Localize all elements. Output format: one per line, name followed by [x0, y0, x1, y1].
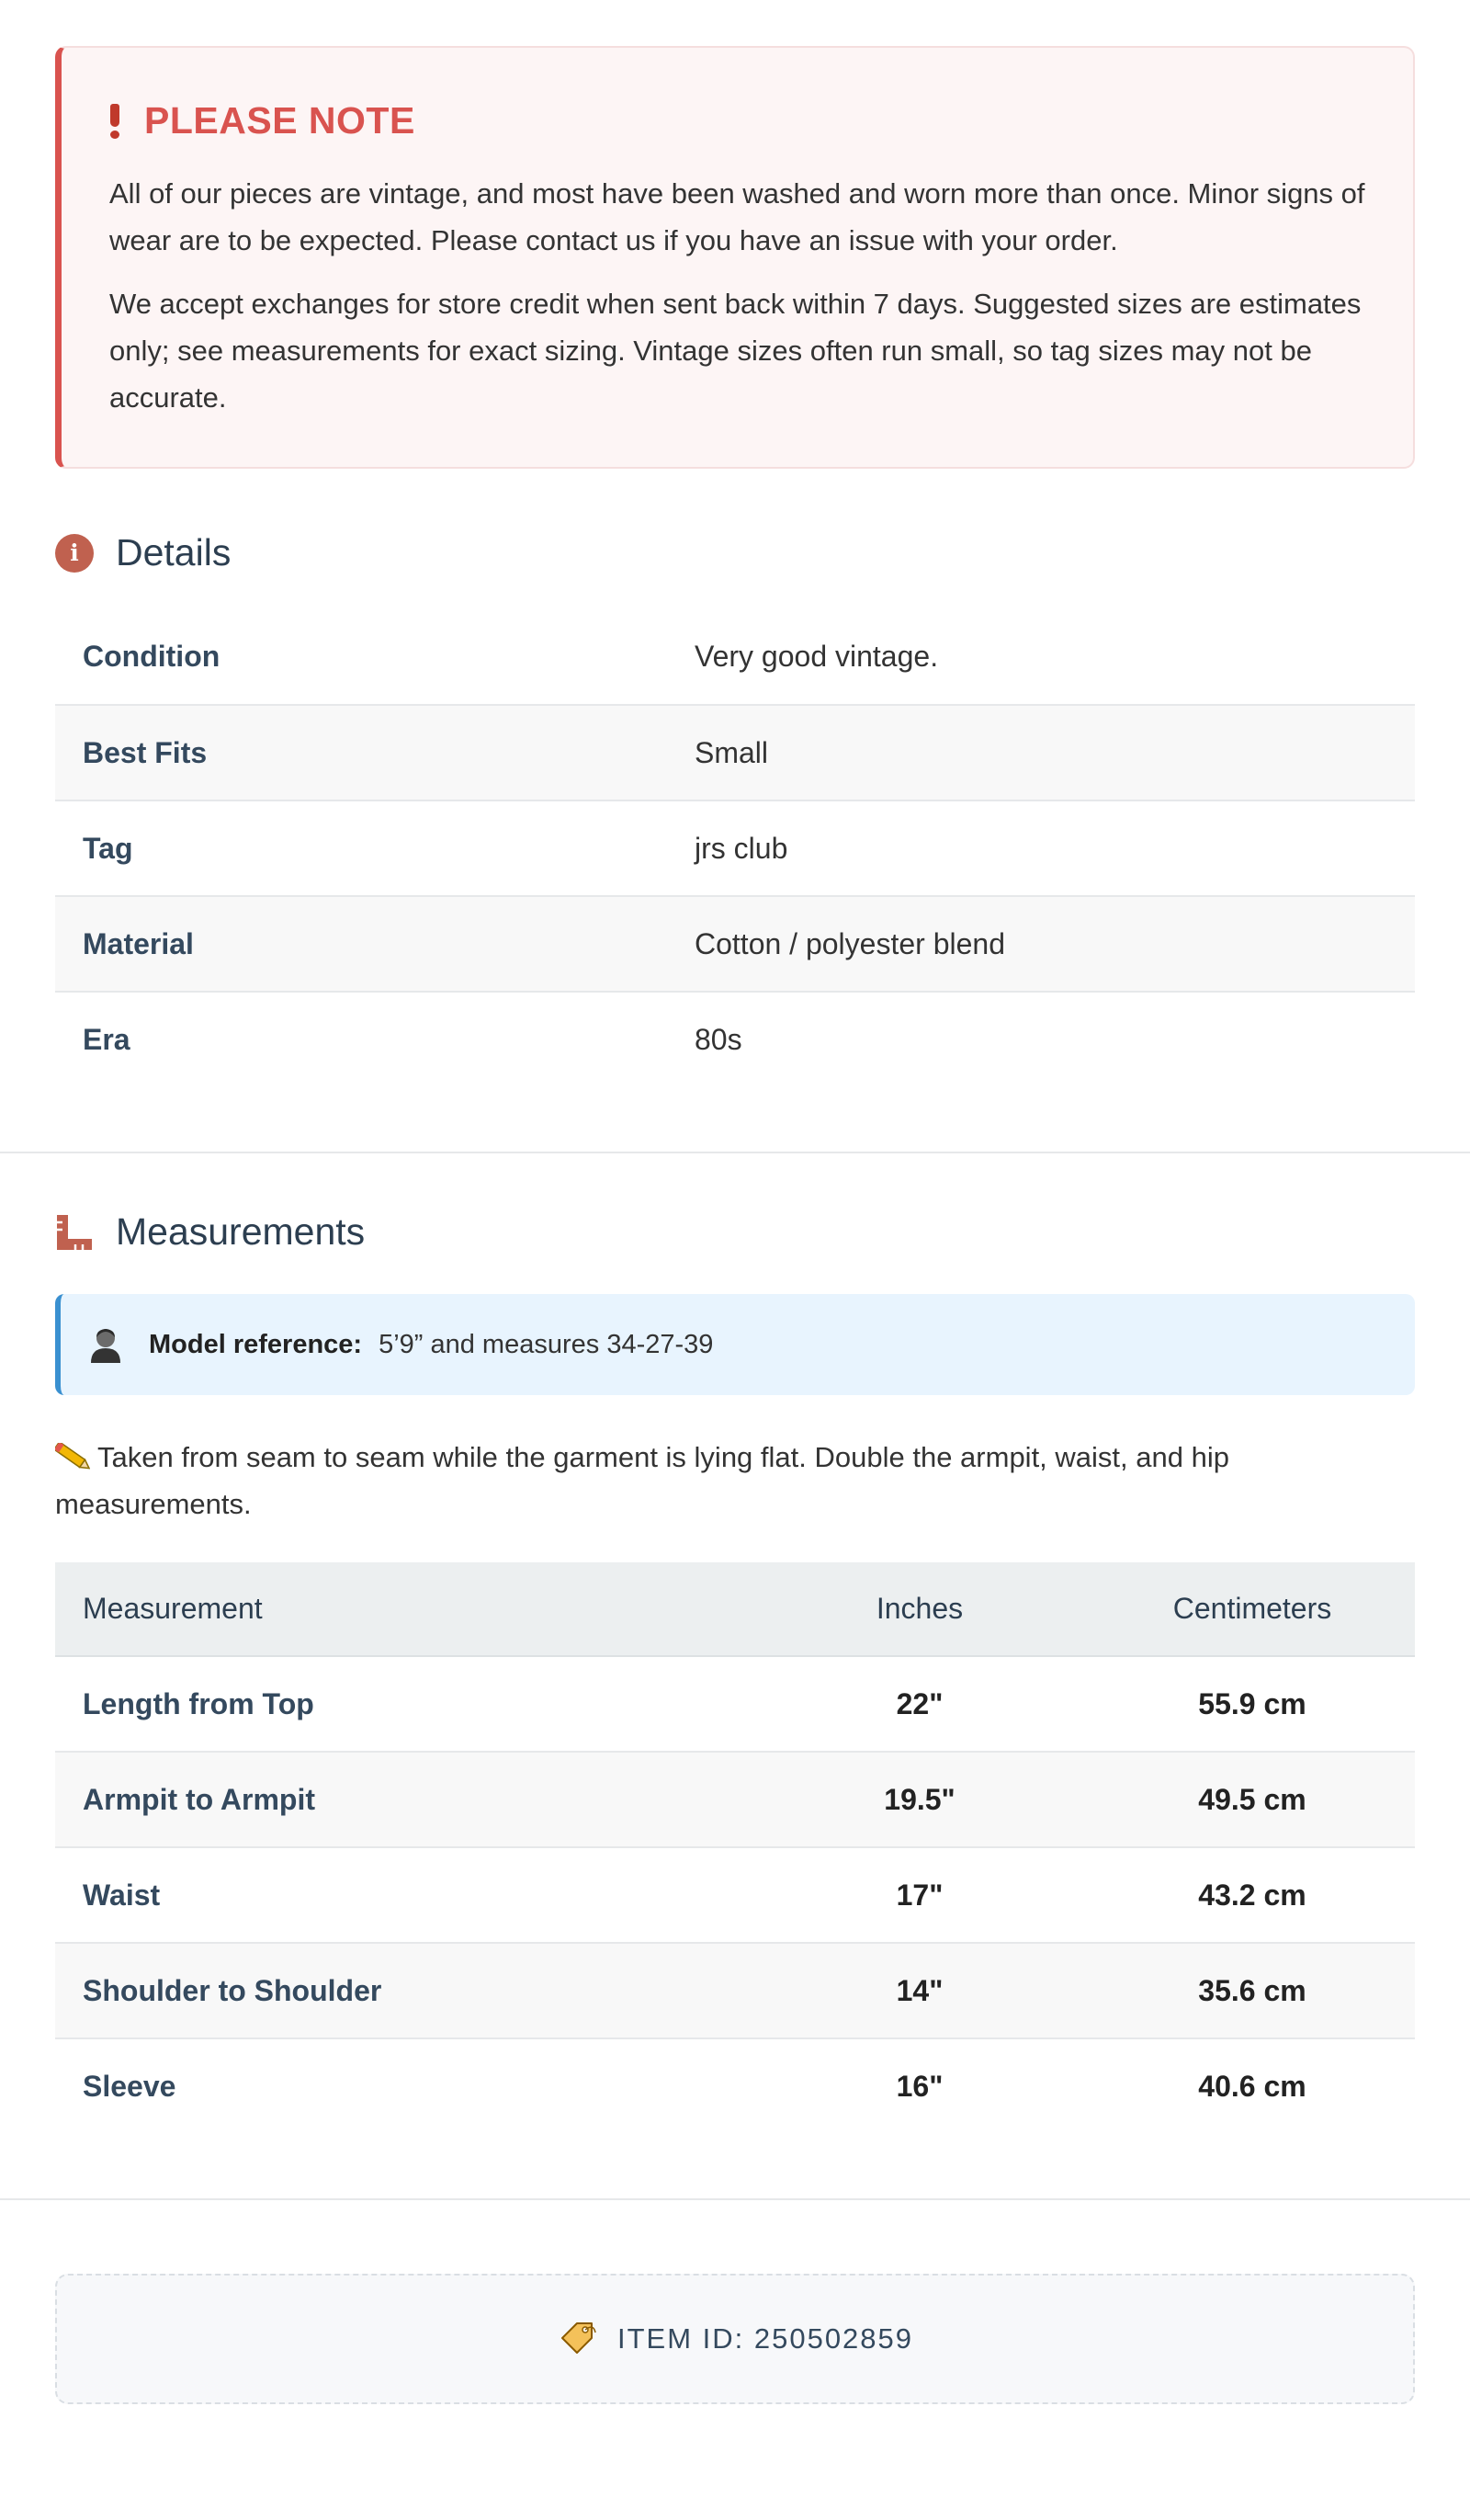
details-value: jrs club — [695, 831, 788, 865]
table-row — [55, 1656, 1415, 1752]
details-row — [55, 800, 1415, 896]
details-label: Condition — [83, 640, 220, 673]
measurements-section-header — [55, 1210, 1415, 1254]
table-header-row — [55, 1562, 1415, 1656]
item-id-box — [55, 2274, 1415, 2404]
measurement-inches: 19.5" — [884, 1782, 956, 1816]
details-label: Tag — [83, 831, 133, 865]
measurement-cm: 40.6 cm — [1198, 2070, 1306, 2103]
details-row — [55, 896, 1415, 992]
measurement-inches: 22" — [896, 1686, 944, 1720]
section-divider — [0, 2198, 1470, 2200]
table-row — [55, 1847, 1415, 1943]
please-note-notice — [55, 46, 1415, 469]
column-header-inches: Inches — [876, 1592, 964, 1625]
model-reference-box — [55, 1294, 1415, 1395]
notice-paragraph-1: All of our pieces are vintage, and most have been washed and worn more than once. Minor signs of wear are to be expected. Please contact us if you have an issue with your order. — [109, 177, 1365, 256]
table-row — [55, 1943, 1415, 2038]
notice-title: PLEASE NOTE — [144, 99, 415, 142]
measurement-inches: 16" — [896, 2070, 944, 2103]
section-divider — [0, 1152, 1470, 1153]
measurement-note — [55, 1434, 1415, 1527]
details-value: 80s — [695, 1023, 742, 1056]
column-header-centimeters: Centimeters — [1172, 1592, 1332, 1625]
details-row — [55, 992, 1415, 1087]
details-row — [55, 705, 1415, 800]
column-header-measurement: Measurement — [83, 1592, 263, 1625]
details-row — [55, 609, 1415, 705]
measurements-heading: Measurements — [116, 1210, 366, 1253]
measurement-inches: 14" — [896, 1973, 944, 2007]
notice-paragraph-2: We accept exchanges for store credit when sent back within 7 days. Suggested sizes are estimates only; see measurements for exact sizing. Vintage sizes often run small, so tag sizes may not be accurate. — [109, 288, 1362, 414]
model-reference-value: 5’9” and measures 34-27-39 — [379, 1329, 714, 1359]
details-value: Cotton / polyester blend — [695, 926, 1005, 960]
notice-header — [109, 99, 1367, 142]
item-id-text: ITEM ID: 250502859 — [616, 2322, 914, 2355]
table-row — [55, 1752, 1415, 1847]
measurement-cm: 35.6 cm — [1198, 1973, 1306, 2007]
pencil-icon — [55, 1443, 90, 1470]
measurement-name: Length from Top — [83, 1686, 314, 1720]
ruler-icon — [55, 1213, 94, 1252]
details-label: Era — [83, 1023, 130, 1056]
measurement-inches: 17" — [896, 1878, 944, 1912]
measurement-name: Armpit to Armpit — [83, 1782, 316, 1816]
measurement-name: Waist — [83, 1878, 161, 1912]
details-value: Small — [695, 735, 769, 769]
model-reference-label: Model reference: — [149, 1329, 363, 1359]
details-label: Best Fits — [83, 735, 208, 769]
measurement-name: Sleeve — [83, 2070, 176, 2103]
person-icon — [88, 1326, 123, 1363]
details-heading: Details — [116, 531, 232, 573]
measurement-cm: 43.2 cm — [1198, 1878, 1306, 1912]
table-row — [55, 2038, 1415, 2134]
details-section-header — [55, 531, 1415, 574]
measurements-table — [55, 1562, 1415, 2134]
details-label: Material — [83, 926, 194, 960]
details-value: Very good vintage. — [695, 640, 939, 673]
measurement-cm: 55.9 cm — [1198, 1686, 1306, 1720]
info-icon: i — [55, 534, 94, 573]
measurement-note-text: Taken from seam to seam while the garment is lying flat. Double the armpit, waist, and hip measurements. — [55, 1441, 1229, 1520]
exclamation-icon — [109, 104, 120, 139]
measurement-cm: 49.5 cm — [1198, 1782, 1306, 1816]
page-container — [0, 46, 1470, 2404]
tag-icon — [557, 2320, 597, 2358]
details-table — [55, 609, 1415, 1087]
measurement-name: Shoulder to Shoulder — [83, 1973, 382, 2007]
